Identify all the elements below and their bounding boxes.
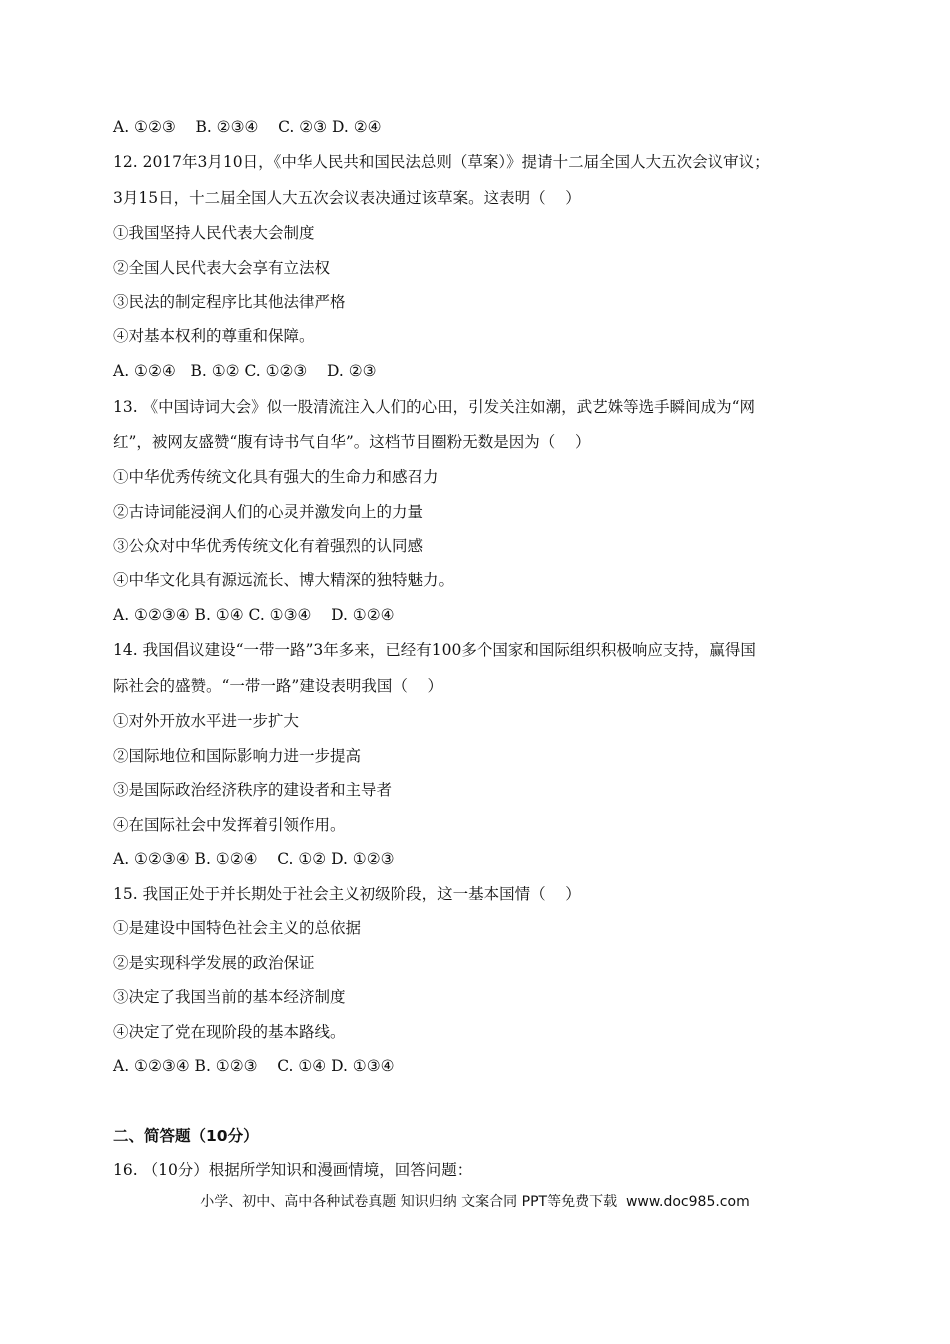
q14-item-2: ②国际地位和国际影响力进一步提高 [113, 747, 362, 765]
q13-stem-line1: 13. 《中国诗词大会》似一股清流注入人们的心田，引发关注如潮，武艺姝等选手瞬间成为“网 [113, 398, 756, 416]
q14-item-1: ①对外开放水平进一步扩大 [113, 712, 300, 730]
q13-options: A. ①②③④ B. ①④ C. ①③④ D. ①②④ [113, 606, 395, 624]
q12-options: A. ①②④ B. ①② C. ①②③ D. ②③ [113, 362, 377, 380]
q14-stem-line1: 14. 我国倡议建设“一带一路”3年多来，已经有100多个国家和国际组织积极响应支持，赢得国 [113, 641, 756, 659]
q12-item-2: ②全国人民代表大会享有立法权 [113, 259, 331, 277]
q15-item-3: ③决定了我国当前的基本经济制度 [113, 988, 346, 1006]
q11-options: A. ①②③ B. ②③④ C. ②③ D. ②④ [113, 118, 382, 136]
q12-stem-line2: 3月15日，十二届全国人大五次会议表决通过该草案。这表明（ ） [113, 189, 581, 207]
footer-watermark: 小学、初中、高中各种试卷真题 知识归纳 文案合同 PPT等免费下载 www.doc985.com [200, 1194, 750, 1210]
q14-item-3: ③是国际政治经济秩序的建设者和主导者 [113, 781, 393, 799]
q12-item-4: ④对基本权利的尊重和保障。 [113, 327, 315, 345]
q16-stem: 16. （10分）根据所学知识和漫画情境，回答问题： [113, 1161, 473, 1179]
q15-options: A. ①②③④ B. ①②③ C. ①④ D. ①③④ [113, 1057, 395, 1075]
q14-options: A. ①②③④ B. ①②④ C. ①② D. ①②③ [113, 850, 395, 868]
q15-item-1: ①是建设中国特色社会主义的总依据 [113, 919, 362, 937]
q13-item-4: ④中华文化具有源远流长、博大精深的独特魅力。 [113, 571, 455, 589]
q13-item-3: ③公众对中华优秀传统文化有着强烈的认同感 [113, 537, 424, 555]
q13-item-1: ①中华优秀传统文化具有强大的生命力和感召力 [113, 468, 439, 486]
q15-item-2: ②是实现科学发展的政治保证 [113, 954, 315, 972]
section-title: 二、简答题（10分） [113, 1127, 259, 1145]
q13-item-2: ②古诗词能浸润人们的心灵并激发向上的力量 [113, 503, 424, 521]
q12-stem-line1: 12. 2017年3月10日，《中华人民共和国民法总则（草案）》提请十二届全国人大五次会议审议； [113, 153, 770, 171]
q12-item-3: ③民法的制定程序比其他法律严格 [113, 293, 346, 311]
q13-stem-line2: 红”，被网友盛赞“腹有诗书气自华”。这档节目圈粉无数是因为（ ） [113, 433, 591, 451]
q15-item-4: ④决定了党在现阶段的基本路线。 [113, 1023, 346, 1041]
q12-item-1: ①我国坚持人民代表大会制度 [113, 224, 315, 242]
q14-item-4: ④在国际社会中发挥着引领作用。 [113, 816, 346, 834]
q15-stem: 15. 我国正处于并长期处于社会主义初级阶段，这一基本国情（ ） [113, 885, 581, 903]
q14-stem-line2: 际社会的盛赞。“一带一路”建设表明我国（ ） [113, 677, 444, 695]
